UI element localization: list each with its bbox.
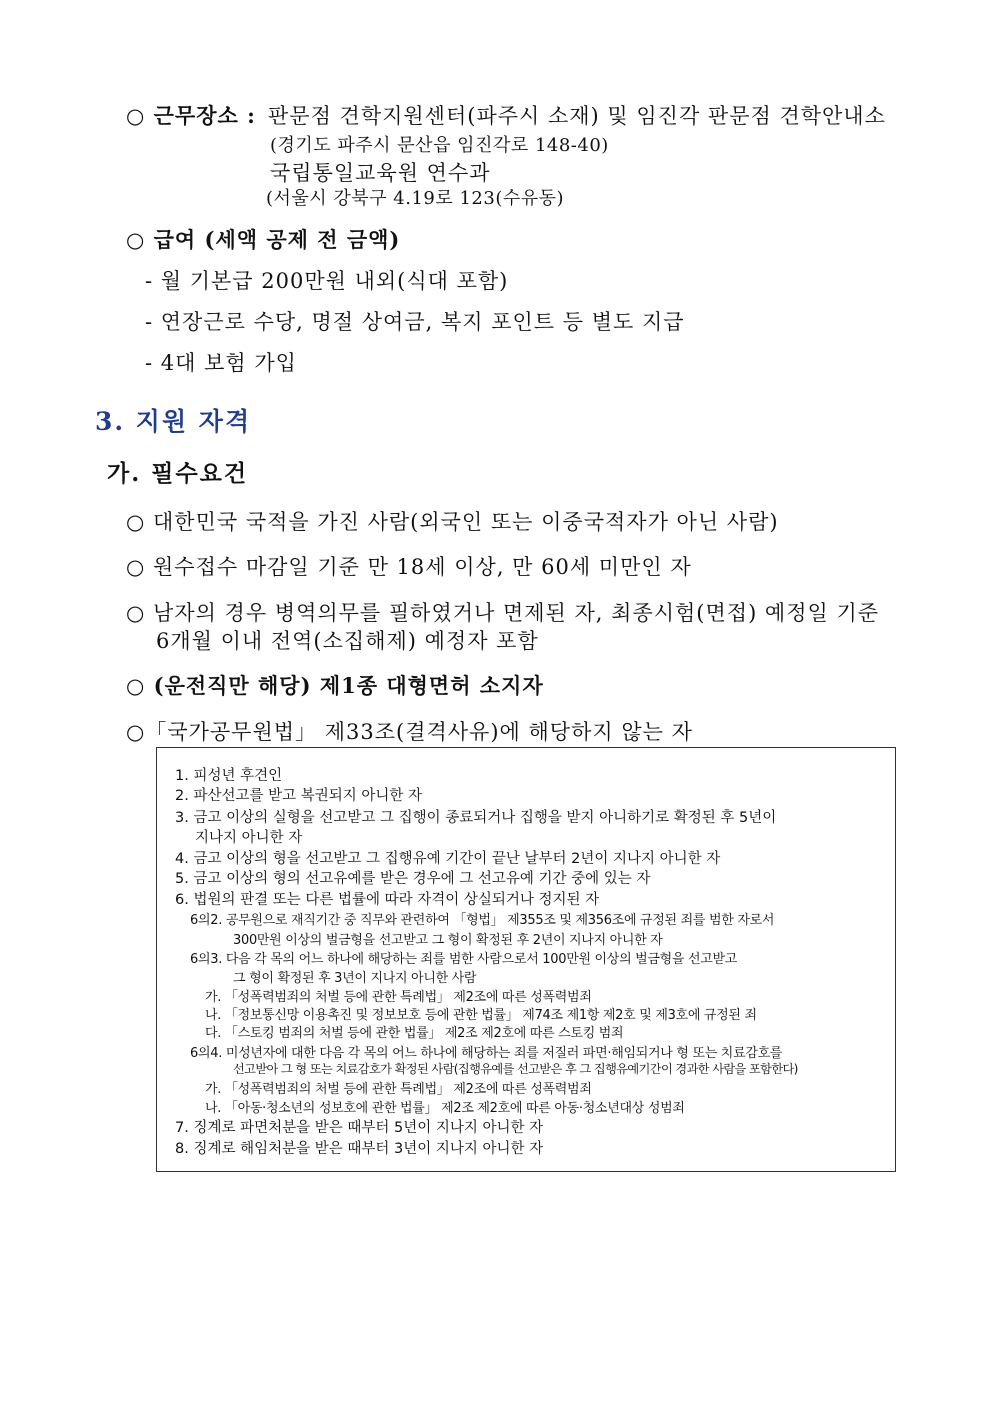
disqualification-item: 3. 금고 이상의 실형을 선고받고 그 집행이 종료되거나 집행을 받지 아니하기로 확정된 후 5년이 (175, 810, 777, 826)
work-place-label: ○ 근무장소 : (126, 103, 256, 128)
disqualification-item: 2. 파산선고를 받고 복권되지 아니한 자 (175, 788, 422, 804)
disqualification-item-continuation: 지나지 아니한 자 (195, 830, 303, 846)
disqualification-subitem-continuation: 그 형이 확정된 후 3년이 지나지 아니한 사람 (233, 971, 477, 986)
subsection-title: 가. 필수요건 (107, 460, 249, 487)
requirement-item: ○ (운전직만 해당) 제1종 대형면허 소지자 (126, 673, 544, 698)
disqualification-subitem: 가. 「성폭력범죄의 처벌 등에 관한 특례법」 제2조에 따른 성폭력범죄 (205, 990, 592, 1005)
salary-item: - 월 기본급 200만원 내외(식대 포함) (145, 269, 509, 293)
disqualification-item: 6. 법원의 판결 또는 다른 법률에 따라 자격이 상실되거나 정지된 자 (175, 892, 600, 908)
disqualification-subitem: 가. 「성폭력범죄의 처벌 등에 관한 특례법」 제2조에 따른 성폭력범죄 (205, 1082, 592, 1097)
requirement-item-continuation: 6개월 이내 전역(소집해제) 예정자 포함 (156, 629, 539, 653)
disqualification-subitem: 다. 「스토킹 범죄의 처벌 등에 관한 법률」 제2조 제2호에 따른 스토킹 범죄 (205, 1026, 624, 1041)
requirement-item: ○ 남자의 경우 병역의무를 필하였거나 면제된 자, 최종시험(면접) 예정일 기준 (126, 601, 880, 625)
salary-item: - 연장근로 수당, 명절 상여금, 복지 포인트 등 별도 지급 (145, 310, 685, 334)
disqualification-subitem: 나. 「정보통신망 이용촉진 및 정보보호 등에 관한 법률」 제74조 제1항 제2호 및 제3호에 규정된 죄 (205, 1008, 757, 1023)
disqualification-subitem: 6의2. 공무원으로 재직기간 중 직무와 관련하여 「형법」 제355조 및 제356조에 규정된 죄를 범한 자로서 (190, 913, 775, 928)
requirement-item: ○ 대한민국 국적을 가진 사람(외국인 또는 이중국적자가 아닌 사람) (126, 510, 779, 534)
disqualification-subitem-continuation: 선고받아 그 형 또는 치료감호가 확정된 사람(집행유예를 선고받은 후 그 집행유예기간이 경과한 사람을 포함한다) (233, 1062, 798, 1076)
disqualification-box (156, 747, 896, 1172)
requirement-item: ○「국가공무원법」 제33조(결격사유)에 해당하지 않는 자 (126, 720, 693, 744)
work-place-address-2: (서울시 강북구 4.19로 123(수유동) (266, 188, 565, 209)
work-place-value-2: 국립통일교육원 연수과 (270, 161, 491, 185)
disqualification-item: 7. 징계로 파면처분을 받은 때부터 5년이 지나지 아니한 자 (175, 1120, 544, 1136)
work-place-value-1: 판문점 견학지원센터(파주시 소재) 및 임진각 판문점 견학안내소 (268, 104, 886, 128)
disqualification-subitem: 나. 「아동·청소년의 성보호에 관한 법률」 제2조 제2호에 따른 아동·청소년대상 성범죄 (205, 1101, 685, 1116)
disqualification-subitem: 6의4. 미성년자에 대한 다음 각 목의 어느 하나에 해당하는 죄를 저질러 파면·해임되거나 형 또는 치료감호를 (190, 1046, 783, 1061)
disqualification-item: 1. 피성년 후견인 (175, 768, 283, 784)
disqualification-subitem: 6의3. 다음 각 목의 어느 하나에 해당하는 죄를 범한 사람으로서 100만원 이상의 벌금형을 선고받고 (190, 952, 738, 967)
disqualification-subitem-continuation: 300만원 이상의 벌금형을 선고받고 그 형이 확정된 후 2년이 지나지 아니한 자 (233, 933, 663, 948)
requirement-item: ○ 원수접수 마감일 기준 만 18세 이상, 만 60세 미만인 자 (126, 555, 692, 579)
work-place-address-1: (경기도 파주시 문산읍 임진각로 148-40) (270, 135, 609, 156)
salary-item: - 4대 보험 가입 (145, 351, 297, 375)
section-title: 3. 지원 자격 (95, 407, 252, 436)
disqualification-item: 8. 징계로 해임처분을 받은 때부터 3년이 지나지 아니한 자 (175, 1141, 544, 1157)
disqualification-item: 5. 금고 이상의 형의 선고유예를 받은 경우에 그 선고유예 기간 중에 있는 자 (175, 871, 651, 887)
salary-title: ○ 급여 (세액 공제 전 금액) (126, 227, 401, 252)
disqualification-item: 4. 금고 이상의 형을 선고받고 그 집행유예 기간이 끝난 날부터 2년이 지나지 아니한 자 (175, 851, 721, 867)
